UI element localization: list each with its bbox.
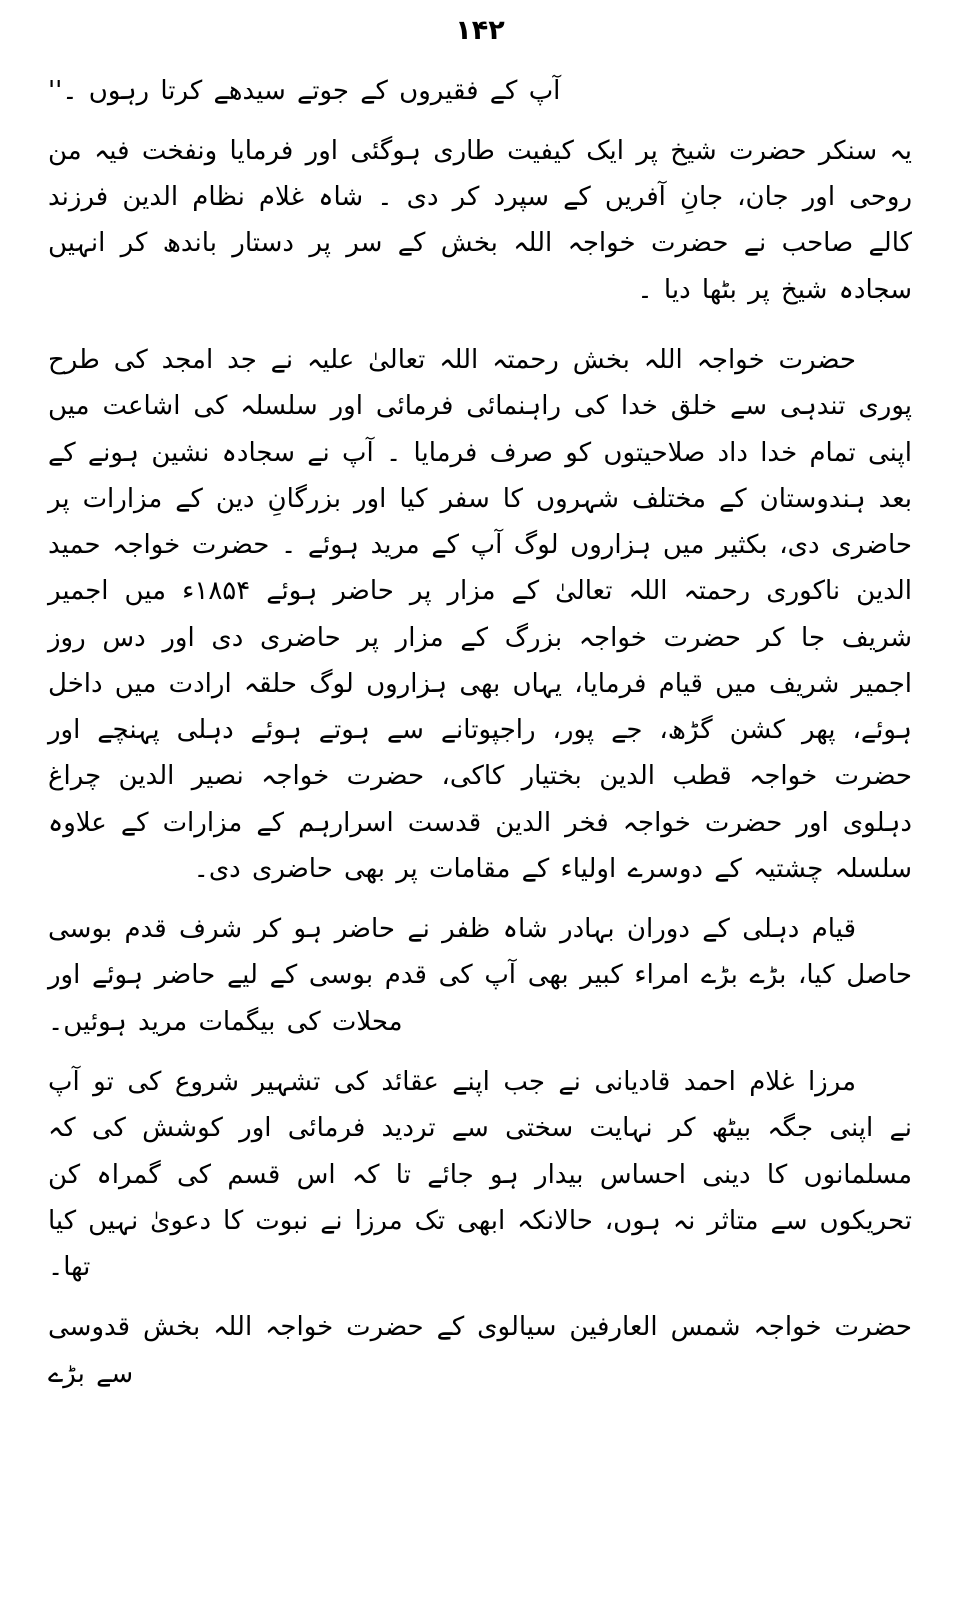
paragraph-4: مرزا غلام احمد قادیانی نے جب اپنے عقائد کی تشہیر شروع کی تو آپ نے اپنی جگہ بیٹھ کر نہایت سختی سے تردید فرمائی اور کوشش کی کہ مسلمانوں کا دینی احساس بیدار ہو جائے تا کہ اس قسم کی گمراہ کن تحریکوں سے متاثر نہ ہوں، حالانکہ ابھی تک مرزا نے نبوت کا دعویٰ نہیں کیا تھا۔	[48, 1067, 912, 1283]
page-number: ۱۴۲	[455, 15, 505, 46]
paragraph-5: حضرت خواجہ شمس العارفین سیالوی کے حضرت خواجہ اللہ بخش قدوسی سے بڑے	[48, 1312, 912, 1389]
paragraph-spacer	[48, 327, 912, 337]
page-body	[48, 68, 912, 1397]
paragraph-1: یہ سنکر حضرت شیخ پر ایک کیفیت طاری ہوگئی اور فرمایا ونفخت فیہ من روحی اور جان، جانِ آفریں کے سپرد کر دی ۔ شاہ غلام نظام الدین فرزند کالے صاحب نے حضرت خواجہ اللہ بخش کے سر پر دستار باندھ کر انہیں سجادہ شیخ پر بٹھا دیا ۔	[48, 135, 912, 305]
paragraph-2: حضرت خواجہ اللہ بخش رحمتہ اللہ تعالیٰ علیہ نے جد امجد کی طرح پوری تندہی سے خلق خدا کی راہنمائی فرمائی اور سلسلہ کی اشاعت میں اپنی تمام خدا داد صلاحیتوں کو صرف فرمایا ۔ آپ نے سجادہ نشین ہونے کے بعد ہندوستان کے مختلف شہروں کا سفر کیا اور بزرگانِ دین کے مزارات پر حاضری دی، بکثیر میں ہزاروں لوگ آپ کے مرید ہوئے ۔ حضرت خواجہ حمید الدین ناکوری رحمتہ اللہ تعالیٰ کے مزار پر حاضر ہوئے ۱۸۵۴ء میں اجمیر شریف جا کر حضرت خواجہ بزرگ کے مزار پر حاضری دی اور دس روز اجمیر شریف میں قیام فرمایا، یہاں بھی ہزاروں لوگ حلقہ ارادت میں داخل ہوئے، پھر کشن گڑھ، جے پور، راجپوتانے سے ہوتے ہوئے دہلی پہنچے اور حضرت خواجہ قطب الدین بختیار کاکی، حضرت خواجہ نصیر الدین چراغ دہلوی اور حضرت خواجہ فخر الدین قدست اسرارہم کے مزارات کے علاوہ سلسلہ چشتیہ کے دوسرے اولیاء کے مقامات پر بھی حاضری دی۔	[48, 345, 912, 884]
paragraph-3: قیام دہلی کے دوران بہادر شاہ ظفر نے حاضر ہو کر شرف قدم بوسی حاصل کیا، بڑے بڑے امراء کبیر بھی آپ کی قدم بوسی کے لیے حاضر ہوئے اور محلات کی بیگمات مرید ہوئیں۔	[48, 914, 912, 1037]
paragraph-opening-quote: آپ کے فقیروں کے جوتے سیدھے کرتا رہوں ۔''	[48, 75, 561, 106]
